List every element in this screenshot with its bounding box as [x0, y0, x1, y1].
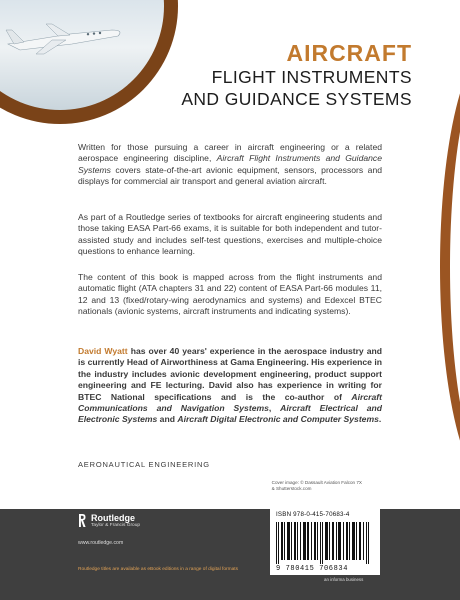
- routledge-logo-icon: [78, 513, 86, 528]
- title-block: [181, 40, 412, 110]
- description-paragraph-3: The content of this book is mapped across from the flight instruments and automatic flight (ATA chapters 31 and 22) content of EASA Part-66 modules 11, 12 and 13 (fixed/rotary-wing aerodynamics and systems) and Edexcel BTEC nationals (avionic systems, aircraft instruments and indicating systems).: [78, 272, 382, 317]
- other-book-1: Aircraft Communications and Navigation Systems: [78, 391, 382, 414]
- isbn-label: ISBN 978-0-415-70683-4: [276, 511, 350, 518]
- title-line-3: AND GUIDANCE SYSTEMS: [181, 89, 412, 109]
- subject-category: AERONAUTICAL ENGINEERING: [78, 460, 210, 469]
- credit-line-1: Cover image: © Dassault Aviation Falcon 7X: [271, 480, 362, 485]
- decorative-arc: [440, 42, 460, 492]
- bio-end: .: [378, 414, 382, 425]
- author-bio: [78, 346, 382, 426]
- author-name: David Wyatt: [78, 346, 128, 356]
- publisher-bar: [0, 509, 460, 600]
- cover-image-credit: [272, 480, 362, 491]
- separator-1: ,: [268, 403, 281, 414]
- other-book-3: Aircraft Digital Electronic and Computer Systems: [177, 414, 379, 425]
- author-bio-text: has over 40 years' experience in the aerospace industry and is currently Head of Airworthiness at Gama Engineering. His experience in the industry includes avionic development engineering, product support engineering and FE lecturing. David also has experience in writing for BTEC National specifications and is the co-author of: [78, 346, 382, 402]
- barcode-icon: [276, 522, 374, 564]
- title-line-1: AIRCRAFT: [286, 40, 412, 66]
- aircraft-photo: [0, 0, 164, 110]
- separator-2: and: [157, 414, 178, 425]
- title-line-2: FLIGHT INSTRUMENTS: [211, 67, 412, 87]
- barcode-digits: 9 780415 706834: [276, 565, 349, 573]
- publisher-url[interactable]: www.routledge.com: [78, 540, 124, 546]
- p1-text-start: Written for those pursuing a career in aircraft engineering or a related aerospace engineering discipline,: [78, 142, 382, 164]
- ebook-note: Routledge titles are available as eBook editions in a range of digital formats: [78, 567, 238, 572]
- credit-line-2: & Shutterstock.com: [271, 485, 312, 491]
- p1-book-title: Aircraft Flight Instruments and Guidance Systems: [78, 153, 382, 175]
- informa-tagline: an informa business: [324, 577, 364, 582]
- publisher-group: Taylor & Francis Group: [91, 523, 141, 528]
- p1-text-end: covers state-of-the-art avionic equipment, sensors, processors and displays for commercial air transport and general aviation aircraft.: [78, 164, 382, 187]
- jet-illustration: [0, 0, 130, 60]
- description-paragraph-2: As part of a Routledge series of textbooks for aircraft engineering students and those taking EASA Part-66 exams, it is suitable for both independent and tutor-assisted study and includes self-test questions, exercises and multiple-choice questions to enhance learning.: [78, 212, 382, 257]
- description-paragraph-1: [78, 142, 382, 188]
- other-book-2: Aircraft Electrical and Electronic Systems: [78, 403, 382, 425]
- publisher-name: Routledge: [91, 513, 135, 523]
